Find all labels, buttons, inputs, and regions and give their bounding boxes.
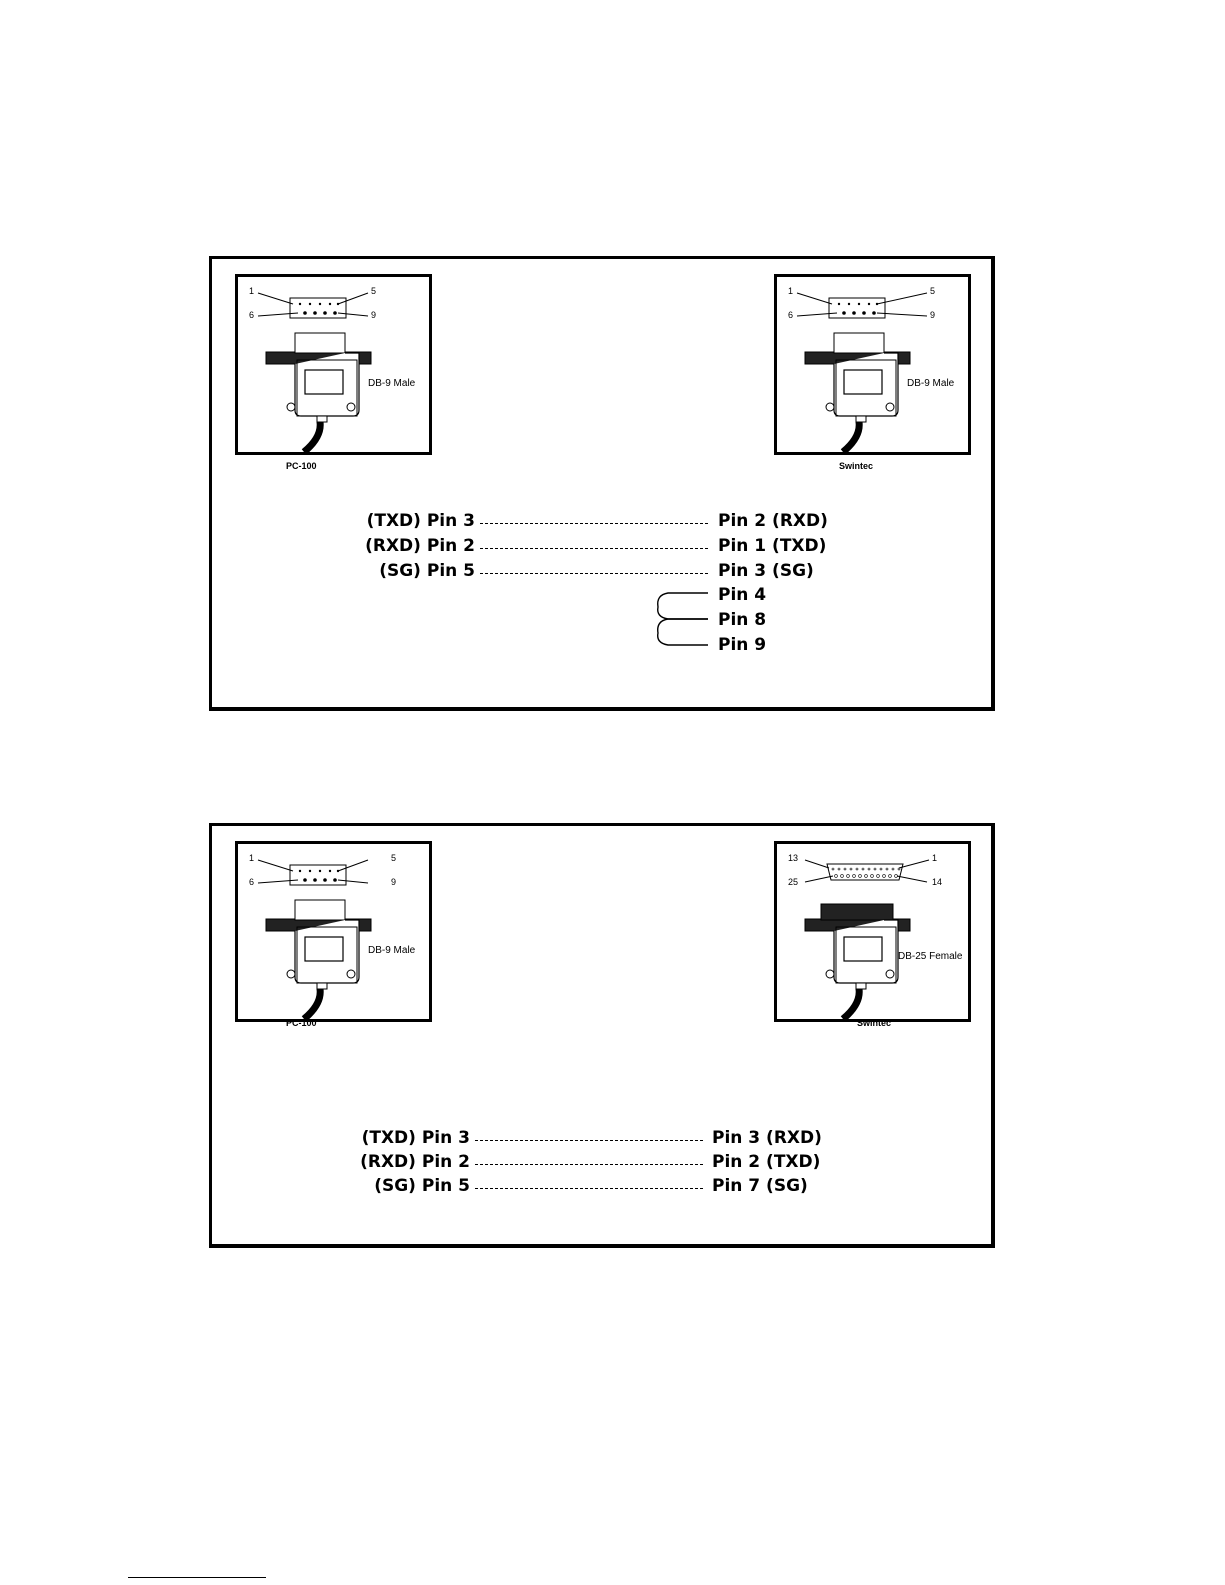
pin-number-label: 9 (930, 310, 936, 320)
pin-number-label: 6 (249, 877, 255, 887)
left-pin-label: (TXD) Pin 3 (361, 1128, 470, 1148)
pin-number-label: 9 (391, 877, 397, 887)
left-device-label: PC-100 (286, 461, 317, 471)
left-pin-label: (SG) Pin 5 (379, 561, 475, 581)
pin-number-label: 9 (371, 310, 377, 320)
right-pin-label: Pin 1 (TXD) (718, 536, 827, 556)
left-pin-label: (RXD) Pin 2 (360, 1152, 470, 1172)
pin-number-label: 1 (932, 853, 938, 863)
wiring-table (212, 826, 998, 1251)
right-device-label: Swintec (839, 461, 874, 471)
wire-line (475, 1188, 703, 1189)
connector-type-label: DB-9 Male (368, 945, 416, 956)
pin-number-label: 5 (391, 853, 397, 863)
footnote-divider (128, 1577, 266, 1578)
pin-number-label: 5 (371, 286, 377, 296)
right-device-label: Swintec (857, 1018, 892, 1028)
jumper-pin-label: Pin 4 (718, 585, 767, 605)
pin-number-label: 6 (788, 310, 794, 320)
wire-line (475, 1140, 703, 1141)
left-device-label: PC-100 (286, 1018, 317, 1028)
right-pin-label: Pin 7 (SG) (712, 1176, 808, 1196)
wiring-row (212, 1150, 470, 1174)
wiring-row (212, 1174, 470, 1198)
right-pin-label: Pin 2 (TXD) (712, 1152, 821, 1172)
wiring-diagram-db9-to-db9 (209, 256, 995, 711)
left-pin-label: (SG) Pin 5 (374, 1176, 470, 1196)
pin-number-label: 25 (788, 877, 799, 887)
pin-number-label: 1 (249, 853, 255, 863)
pin-number-label: 6 (249, 310, 255, 320)
wire-line (480, 573, 708, 574)
left-pin-label: (RXD) Pin 2 (365, 536, 475, 556)
wiring-table (212, 259, 998, 714)
pin-number-label: 5 (930, 286, 936, 296)
pin-number-label: 14 (932, 877, 943, 887)
right-pin-label: Pin 2 (RXD) (718, 511, 828, 531)
wiring-diagram-db9-to-db25 (209, 823, 995, 1248)
wire-line (480, 523, 708, 524)
wiring-row (212, 509, 475, 533)
wire-line (475, 1164, 703, 1165)
wire-line (480, 548, 708, 549)
connector-type-label: DB-9 Male (907, 378, 955, 389)
pin-number-label: 1 (788, 286, 794, 296)
left-pin-label: (TXD) Pin 3 (366, 511, 475, 531)
connector-type-label: DB-9 Male (368, 378, 416, 389)
wiring-row (212, 534, 475, 558)
right-pin-label: Pin 3 (SG) (718, 561, 814, 581)
pin-number-label: 13 (788, 853, 799, 863)
jumper-pin-label: Pin 8 (718, 610, 767, 630)
right-pin-label: Pin 3 (RXD) (712, 1128, 822, 1148)
pin-number-label: 1 (249, 286, 255, 296)
wiring-row (212, 559, 475, 583)
jumper-bracket (632, 589, 722, 659)
connector-type-label: DB-25 Female (898, 951, 963, 962)
wiring-row (212, 1126, 470, 1150)
jumper-pin-label: Pin 9 (718, 635, 767, 655)
